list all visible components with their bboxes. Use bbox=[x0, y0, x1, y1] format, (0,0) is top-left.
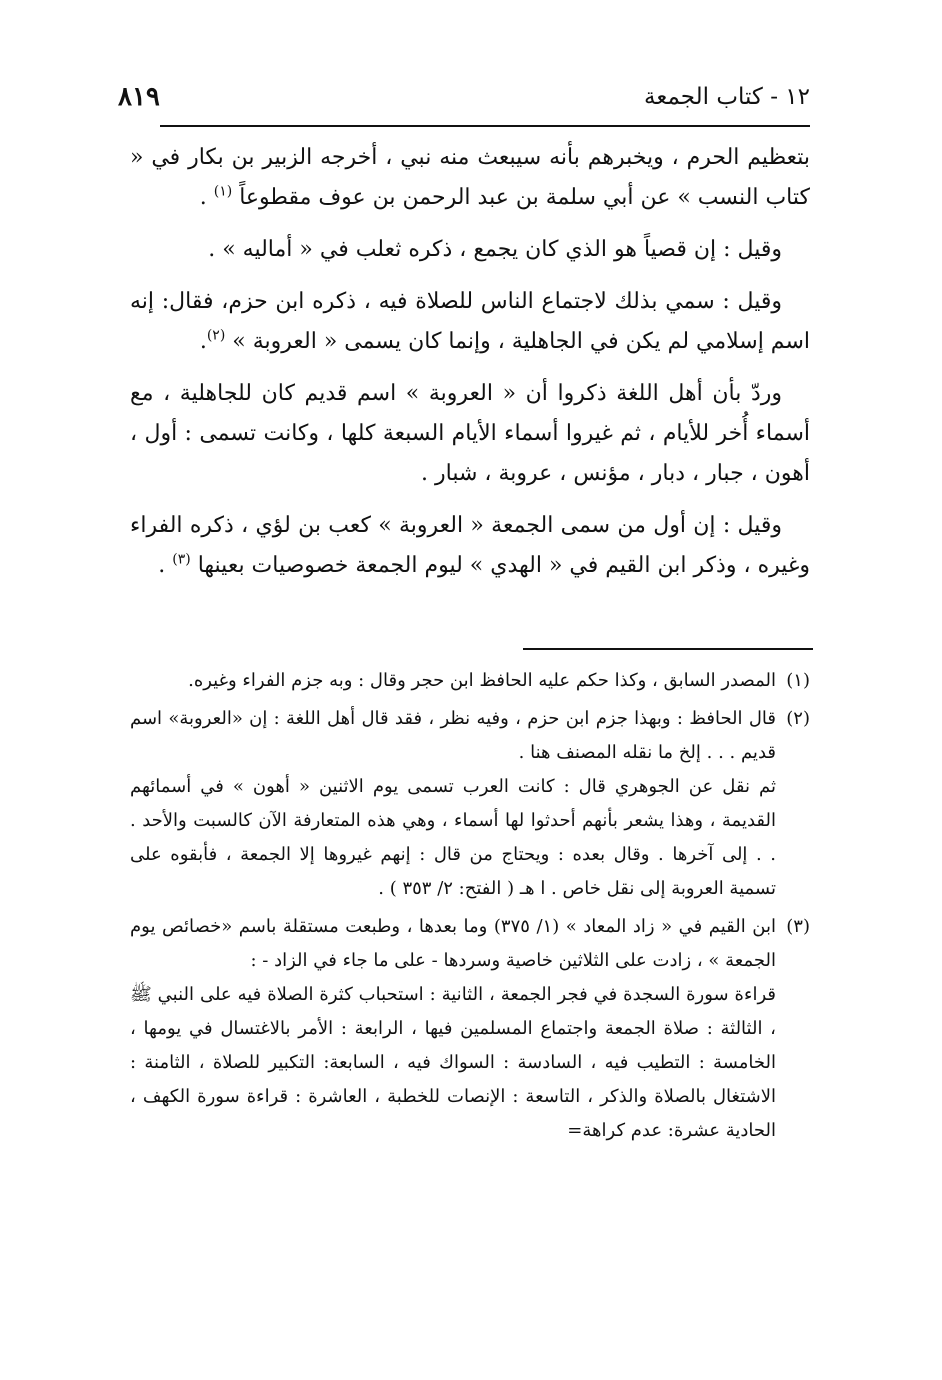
footnote-text: المصدر السابق ، وكذا حكم عليه الحافظ ابن حجر وقال : وبه جزم الفراء وغيره. bbox=[188, 670, 776, 691]
footnote-2 bbox=[130, 702, 810, 906]
footnote-number: (١) bbox=[786, 670, 810, 691]
footnote-text: ثم نقل عن الجوهري قال : كانت العرب تسمى يوم الاثنين « أهون » في أسمائهم القديمة ، وهذا يشعر بأنهم أحدثوا لها أسماء ، وهي هذه المتعارفة الآن كالسبت والأحد . . . إلى آخرها . وقال بعده : ويحتاج من قال : إنهم غيروها إلا الجمعة ، فأبقوه على تسمية العروبة إلى نقل خاص . ا هـ ( الفتح: ٢/ ٣٥٣ ) . bbox=[130, 776, 776, 899]
footnote-text: ابن القيم في « زاد المعاد » (١/ ٣٧٥) وما بعدها ، وطبعت مستقلة باسم «خصائص يوم الجمعة » ، زادت على الثلاثين خاصية وسردها - على ما جاء في الزاد - : bbox=[130, 916, 776, 971]
paragraph-5: وقيل : إن أول من سمى الجمعة « العروبة » كعب بن لؤي ، ذكره الفراء وغيره ، وذكر ابن القيم في « الهدي » ليوم الجمعة خصوصيات بعينها $^{(٣)}$ . bbox=[130, 513, 810, 578]
footnote-number: (٣) bbox=[786, 916, 810, 937]
paragraph-3: وقيل : سمي بذلك لاجتماع الناس للصلاة فيه ، ذكره ابن حزم، فقال: إنه اسم إسلامي لم يكن في الجاهلية ، وإنما كان يسمى « العروبة » $^{(٢)}$. bbox=[130, 289, 810, 354]
footnote-1 bbox=[130, 664, 810, 698]
footnote-ref-1: (١) bbox=[213, 183, 233, 200]
chapter-title: ١٢ - كتاب الجمعة bbox=[644, 84, 810, 110]
footnote-ref-3: (٣) bbox=[172, 551, 191, 568]
footnote-text: قال الحافظ : وبهذا جزم ابن حزم ، وفيه نظر ، فقد قال أهل اللغة : إن «العروبة» اسم قديم . . . إلخ ما نقله المصنف هنا . bbox=[130, 708, 776, 763]
paragraph-4: وردّ بأن أهل اللغة ذكروا أن « العروبة » اسم قديم كان للجاهلية ، مع أسماء أُخر للأيام ، ثم غيروا أسماء الأيام السبعة كلها ، وكانت تسمى : أول ، أهون ، جبار ، دبار ، مؤنس ، عروبة ، شبار . bbox=[130, 381, 810, 486]
paragraph-1: بتعظيم الحرم ، ويخبرهم بأنه سيبعث منه نبي ، أخرجه الزبير بن بكار في « كتاب النسب » عن أبي سلمة بن عبد الرحمن بن عوف مقطوعاً $^{(١)}$ . bbox=[130, 145, 810, 210]
footnote-number: (٢) bbox=[786, 708, 810, 729]
paragraph-2: وقيل : إن قصياً هو الذي كان يجمع ، ذكره ثعلب في « أماليه » . bbox=[208, 237, 782, 262]
footnote-ref-2: (٢) bbox=[206, 327, 226, 344]
main-text bbox=[130, 138, 810, 598]
footnote-text: قراءة سورة السجدة في فجر الجمعة ، الثانية : استحباب كثرة الصلاة فيه على النبي ﷺ ، الثالثة : صلاة الجمعة واجتماع المسلمين فيها ، الرابعة : الأمر بالاغتسال في يومها ، الخامسة : التطيب فيه ، السادسة : السواك فيه ، السابعة: التكبير للصلاة ، الثامنة : الاشتغال بالصلاة والذكر ، التاسعة : الإنصات للخطبة ، العاشرة : قراءة سورة الكهف ، الحادية عشرة: عدم كراهة= bbox=[130, 984, 776, 1141]
footnotes bbox=[130, 664, 810, 1152]
footnotes-separator bbox=[523, 648, 813, 650]
page-number: ٨١٩ bbox=[118, 82, 160, 112]
header-rule bbox=[160, 125, 810, 127]
page-header bbox=[118, 82, 810, 122]
footnote-3 bbox=[130, 910, 810, 1148]
